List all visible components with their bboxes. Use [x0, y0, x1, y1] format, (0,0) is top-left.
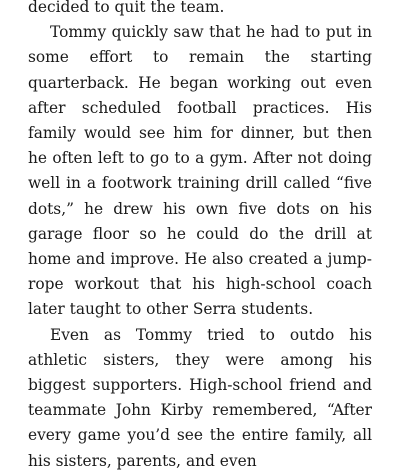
- paragraph-sisters: Even as Tommy tried to outdo his athletic sisters, they were among his biggest supporters. High-school friend and teammate John Kirby remembered, “After every game you’d see the entire family, all his sisters, parents, and even: [28, 325, 372, 470]
- body-text: [28, 0, 372, 474]
- paragraph-training: Tommy quickly saw that he had to put in some effort to remain the starting quarterback. He began working out even after scheduled football practices. His family would see him for dinner, but then he often left to go to a gym. After not doing well in a footwork training drill called “five dots,” he drew his own five dots on his garage floor so he could do the drill at home and improve. He also created a jump-rope workout that his high-school coach later taught to other Serra students.: [28, 23, 372, 319]
- paragraph-continuation: decided to quit the team.: [28, 0, 225, 16]
